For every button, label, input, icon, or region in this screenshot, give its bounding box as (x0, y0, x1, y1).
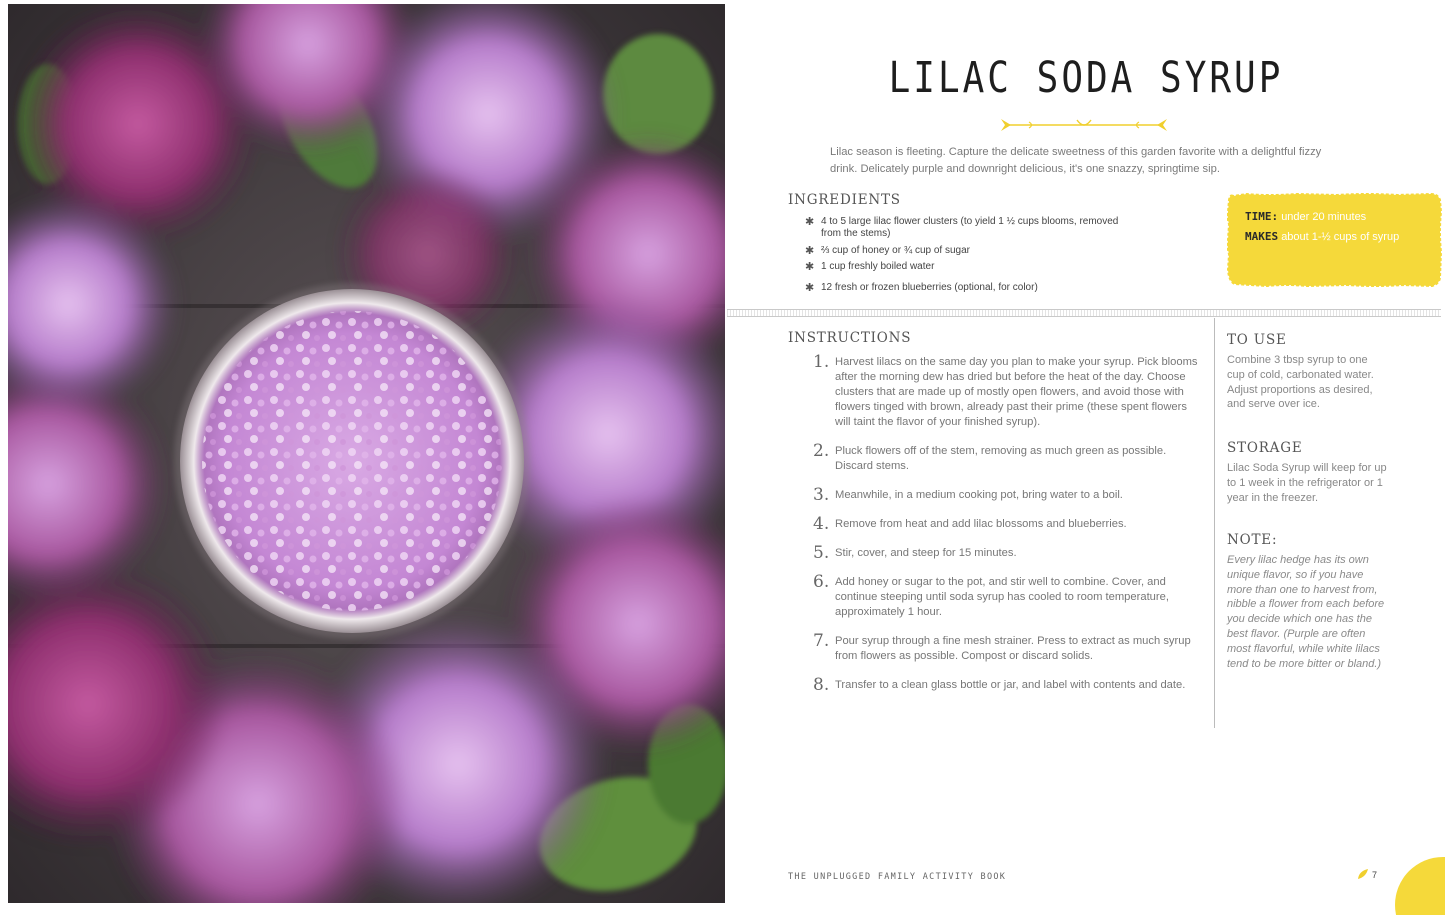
ingredients-heading: INGREDIENTS (788, 192, 901, 208)
time-value: under 20 minutes (1281, 211, 1367, 223)
corner-circle-decoration (1395, 857, 1445, 915)
ingredient-item: ✱ 4 to 5 large lilac flower clusters (to yield 1 ½ cups blooms, removed from the stems) (805, 216, 1119, 239)
asterisk-icon: ✱ (805, 244, 815, 257)
asterisk-icon: ✱ (805, 216, 815, 228)
instruction-step: 4. Remove from heat and add lilac blossoms and blueberries. (813, 514, 1127, 534)
storage-text: Lilac Soda Syrup will keep for up to 1 week in the refrigerator or 1 year in the freezer. (1227, 462, 1387, 504)
instruction-step: 3. Meanwhile, in a medium cooking pot, bring water to a boil. (813, 485, 1123, 505)
makes-value: about 1-½ cups of syrup (1281, 231, 1400, 243)
makes-row (1245, 230, 1405, 244)
footer-book-title: THE UNPLUGGED FAMILY ACTIVITY BOOK (788, 872, 1007, 882)
note-heading: NOTE: (1227, 532, 1278, 548)
storage-heading: STORAGE (1227, 440, 1303, 456)
ingredient-item: ✱ ⅔ cup of honey or ¾ cup of sugar (805, 244, 970, 257)
section-divider (727, 309, 1441, 317)
instruction-step: 7. Pour syrup through a fine mesh strainer. Press to extract as much syrup from flowers as possible. Compost or discard solids. (813, 631, 1191, 662)
time-row (1245, 210, 1405, 224)
instruction-step: 2. Pluck flowers off of the stem, removing as much green as possible. Discard stems. (813, 441, 1167, 472)
storage-section (1227, 440, 1387, 505)
time-makes-info (1245, 210, 1405, 250)
asterisk-icon: ✱ (805, 261, 815, 273)
note-section (1227, 532, 1387, 671)
instruction-step: 8. Transfer to a clean glass bottle or jar, and label with contents and date. (813, 675, 1186, 695)
instruction-step: 1. Harvest lilacs on the same day you plan to make your syrup. Pick blooms after the morning dew has dried but before the heat of the day. Choose clusters that are made up of mostly open flowers, and avoid those with flowers tinged with brown, already past their prime (these spent flowers will taint the flavor of your finished syrup). (813, 352, 1198, 428)
recipe-title: LILAC SODA SYRUP (888, 54, 1284, 103)
photo-illustration (8, 4, 725, 903)
to-use-section (1227, 332, 1387, 412)
asterisk-icon: ✱ (805, 282, 815, 294)
ingredient-item: ✱ 1 cup freshly boiled water (805, 261, 935, 273)
time-label: TIME: (1245, 210, 1279, 223)
note-text: Every lilac hedge has its own unique flavor, so if you have more than one to harvest from, nibble a flower from each before you decide which one has the best flavor. (Purple are often most flavorful, while white lilacs tend to be more bitter or bland.) (1227, 554, 1385, 670)
to-use-heading: TO USE (1227, 332, 1287, 348)
instruction-step: 5. Stir, cover, and steep for 15 minutes. (813, 543, 1017, 563)
recipe-page (727, 0, 1445, 915)
instructions-list (813, 352, 1203, 707)
ingredient-item: ✱ 12 fresh or frozen blueberries (optional, for color) (805, 282, 1038, 294)
title-ornament-icon (999, 116, 1169, 134)
instruction-step: 6. Add honey or sugar to the pot, and stir well to combine. Cover, and continue steeping until soda syrup has cooled to room temperature, approximately 1 hour. (813, 572, 1169, 618)
makes-label: MAKES (1245, 230, 1279, 243)
column-rule (1214, 318, 1215, 728)
leaf-icon (1357, 868, 1369, 880)
instructions-heading: INSTRUCTIONS (788, 330, 912, 346)
page-number: 7 (1372, 870, 1378, 880)
recipe-intro: Lilac season is fleeting. Capture the delicate sweetness of this garden favorite with a delightful fizzy drink. Delicately purple and downright delicious, it's one snazzy, springtime sip. (830, 146, 1322, 175)
to-use-text: Combine 3 tbsp syrup to one cup of cold, carbonated water. Adjust proportions as desired, and serve over ice. (1227, 354, 1374, 411)
ingredients-list (805, 216, 1135, 299)
lilac-photo (8, 4, 725, 903)
